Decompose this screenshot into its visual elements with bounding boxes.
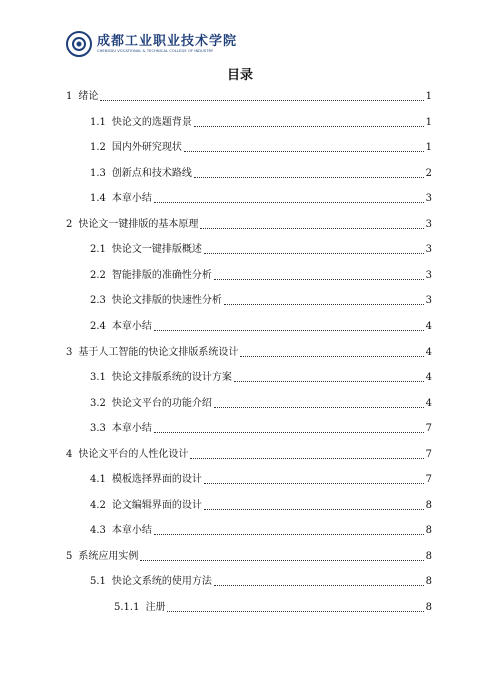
toc-dot-leader <box>200 228 423 229</box>
toc-dot-leader <box>167 611 423 612</box>
toc-entry[interactable] <box>90 294 432 308</box>
toc-entry-number: 2.3 <box>90 295 106 307</box>
toc-entry[interactable] <box>66 550 432 564</box>
toc-entry[interactable] <box>90 192 432 206</box>
toc-entry-title: 基于人工智能的快论文排版系统设计 <box>78 346 239 358</box>
toc-entry[interactable] <box>90 499 432 513</box>
toc-dot-leader <box>154 432 424 433</box>
toc-entry-page: 7 <box>425 474 432 486</box>
toc-entry-number: 2 <box>66 218 73 230</box>
toc-dot-leader <box>204 509 424 510</box>
toc-entry-number: 4.1 <box>90 474 106 486</box>
toc-dot-leader <box>194 126 424 127</box>
toc-entry-title: 快论文的选题背景 <box>111 116 192 128</box>
page-title: 目录 <box>226 68 253 83</box>
toc-entry-number: 5 <box>66 550 73 562</box>
toc-entry[interactable] <box>90 575 432 589</box>
college-name-cn: 成都工业职业技术学院 <box>97 33 238 49</box>
toc-dot-leader <box>204 483 424 484</box>
toc-entry-page: 1 <box>425 116 432 128</box>
toc-entry-number: 2.2 <box>90 269 106 281</box>
toc-entry-number: 3.3 <box>90 423 106 435</box>
toc-entry-number: 3.1 <box>90 372 106 384</box>
toc-dot-leader <box>140 560 423 561</box>
toc-entry[interactable] <box>90 473 432 487</box>
toc-entry-title: 注册 <box>145 602 166 613</box>
toc-entry-number: 5.1 <box>90 576 106 588</box>
toc-entry[interactable] <box>90 320 432 334</box>
toc-entry-number: 1 <box>66 91 73 102</box>
toc-dot-leader <box>234 381 424 382</box>
toc-dot-leader <box>214 407 424 408</box>
toc-entry-title: 模板选择界面的设计 <box>111 474 202 486</box>
toc-entry[interactable] <box>90 397 432 411</box>
toc-dot-leader <box>190 458 423 459</box>
toc-dot-leader <box>154 534 424 535</box>
toc-entry-page: 3 <box>425 193 432 205</box>
toc-entry-title: 快论文平台的功能介绍 <box>111 397 212 409</box>
college-name <box>97 35 237 54</box>
toc-entry-title: 国内外研究现状 <box>111 142 182 154</box>
toc-entry-page: 4 <box>425 320 432 332</box>
toc-entry-title: 快论文一键排版的基本原理 <box>78 218 199 230</box>
toc-entry-number: 1.2 <box>90 142 106 154</box>
toc-dot-leader <box>204 253 424 254</box>
toc-entry-title: 快论文一键排版概述 <box>111 244 202 256</box>
toc-entry-number: 5.1.1 <box>114 602 140 613</box>
toc-entry[interactable] <box>66 346 432 360</box>
toc-dot-leader <box>224 304 424 305</box>
toc-entry-title: 本章小结 <box>111 423 152 435</box>
toc-entry-title: 绪论 <box>78 91 99 102</box>
toc-entry-title: 本章小结 <box>111 320 152 332</box>
toc-entry-number: 1.1 <box>90 116 106 128</box>
toc-entry-number: 1.4 <box>90 193 106 205</box>
toc-entry-page: 8 <box>425 499 432 511</box>
toc-entry-title: 本章小结 <box>111 525 152 537</box>
toc-entry-page: 7 <box>425 448 432 460</box>
toc-dot-leader <box>240 356 423 357</box>
toc-entry-title: 创新点和技术路线 <box>111 167 192 179</box>
toc-entry-page: 7 <box>425 423 432 435</box>
college-logo-icon <box>66 31 92 57</box>
toc-entry-title: 本章小结 <box>111 193 152 205</box>
toc-entry-title: 快论文系统的使用方法 <box>111 576 212 588</box>
toc-entry-title: 快论文排版系统的设计方案 <box>111 372 232 384</box>
toc-entry[interactable] <box>90 371 432 385</box>
toc-entry[interactable] <box>90 167 432 181</box>
toc-entry[interactable] <box>90 116 432 130</box>
toc-entry-title: 快论文排版的快速性分析 <box>111 295 222 307</box>
toc-entry-page: 3 <box>425 295 432 307</box>
toc-entry-page: 8 <box>425 550 432 562</box>
toc-entry-page: 4 <box>425 372 432 384</box>
toc-dot-leader <box>214 585 424 586</box>
toc-entry-number: 4 <box>66 448 73 460</box>
toc-entry[interactable] <box>114 601 432 615</box>
college-header <box>66 31 237 57</box>
toc-entry-page: 3 <box>425 244 432 256</box>
toc-entry-page: 2 <box>425 167 432 179</box>
toc-entry-title: 系统应用实例 <box>78 550 139 562</box>
toc-entry-page: 8 <box>425 576 432 588</box>
toc-entry-number: 4.3 <box>90 525 106 537</box>
toc-entry[interactable] <box>66 90 432 104</box>
toc-entry[interactable] <box>90 269 432 283</box>
college-name-en: CHENGDU VOCATIONAL & TECHNICAL COLLEGE OF INDUSTRY <box>97 48 214 53</box>
toc-entry[interactable] <box>90 422 432 436</box>
toc-entry[interactable] <box>66 448 432 462</box>
toc-entry[interactable] <box>90 524 432 538</box>
toc-entry-title: 智能排版的准确性分析 <box>111 269 212 281</box>
toc-dot-leader <box>214 279 424 280</box>
toc-entry-page: 1 <box>425 91 432 102</box>
toc-entry-number: 3.2 <box>90 397 106 409</box>
toc-entry-page: 1 <box>425 142 432 154</box>
toc-entry[interactable] <box>90 141 432 155</box>
toc-entry-number: 2.4 <box>90 320 106 332</box>
toc-entry-page: 4 <box>425 397 432 409</box>
toc-entry[interactable] <box>90 243 432 257</box>
toc-entry-number: 1.3 <box>90 167 106 179</box>
toc-entry-page: 8 <box>425 525 432 537</box>
toc-entry-page: 4 <box>425 346 432 358</box>
toc-dot-leader <box>194 177 424 178</box>
toc-entry-page: 3 <box>425 218 432 230</box>
toc-dot-leader <box>154 202 424 203</box>
toc-entry-title: 论文编辑界面的设计 <box>111 499 202 511</box>
toc-entry-number: 3 <box>66 346 73 358</box>
toc-entry-number: 4.2 <box>90 499 106 511</box>
toc-entry-title: 快论文平台的人性化设计 <box>78 448 189 460</box>
toc-dot-leader <box>184 151 424 152</box>
toc-entry[interactable] <box>66 218 432 232</box>
toc-entry-page: 8 <box>425 602 432 613</box>
toc-entry-page: 3 <box>425 269 432 281</box>
toc-entry-number: 2.1 <box>90 244 106 256</box>
toc-dot-leader <box>154 330 424 331</box>
toc-dot-leader <box>100 100 423 101</box>
